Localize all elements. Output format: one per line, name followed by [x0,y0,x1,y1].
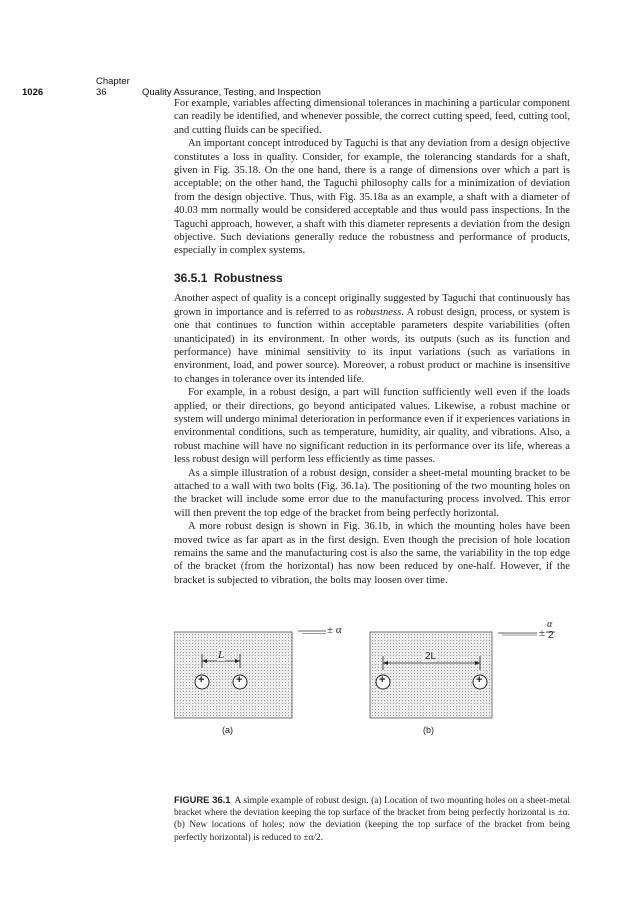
page-number: 1026 [22,87,44,98]
paragraph: An important concept introduced by Taguchi is that any deviation from a design objective constitutes a loss in quality. Consider, for example, the tolerancing standards for a shaft, given in Fig. 35.18. On the one hand, there is a range of dimensions over which a part is acceptable; on the other hand, the Taguchi philosophy calls for a minimization of deviation from the design objective. Thus, with Fig. 35.18a as an example, a shaft with a diameter of 40.03 mm normally would be considered acceptable and thus would pass inspections. In the Taguchi approach, however, a shaft with this diameter represents a deviation from the design objective. Such deviations generally reduce the robustness and performance of products, especially in complex systems. [174,138,570,257]
paragraph: A more robust design is shown in Fig. 36.1b, in which the mounting holes have been moved twice as far apart as in the first design. Even though the precision of hole location remains the same and the manufacturing cost is also the same, the variability in the top edge of the bracket (from the horizontal) has now been reduced by one-half. However, if the bracket is subjected to vibration, the bolts may loosen over time. [174,521,570,586]
figure-drawing [174,616,570,794]
bracket-b [370,632,492,718]
paragraph: For example, in a robust design, a part will function sufficiently well even if the loads applied, or their directions, go beyond anticipated values. Likewise, a robust machine or system will undergo minimal deterioration in performance even if it experiences variations in environmental conditions, such as temperature, humidity, air quality, and vibrations. Also, a robust machine will have no significant reduction in its performance over its life, whereas a less robust design will perform less efficiently as time passes. [174,387,570,466]
dimension-label-a: L [218,649,225,661]
section-title: Robustness [214,270,283,285]
subfigure-label-a: (a) [222,725,233,735]
hole-mark: + [236,674,243,686]
bracket-a [174,632,292,718]
caption-label: FIGURE 36.1 [174,794,231,805]
deviation-label-b-sign: ± [539,627,546,639]
fraction-bar [546,631,555,633]
emphasized-term: robustness [356,306,402,318]
paragraph: As a simple illustration of a robust design, consider a sheet-metal mounting bracket to be attached to a wall with two bolts (Fig. 36.1a). The positioning of the two mounting holes on the bracket will include some error due to the manufacturing process involved. This error will then prevent the top edge of the bracket from being perfectly horizontal. [174,467,570,519]
figure-36-1 [174,616,570,794]
figure-caption [174,794,570,844]
hole-mark: + [198,674,205,686]
dimension-label-b: 2L [425,651,437,662]
running-header [22,76,321,98]
section-heading [174,272,570,285]
deviation-label-b-num: α [547,619,553,630]
deviation-label-a: ± α [327,624,342,636]
caption-text: A simple example of robust design. (a) Location of two mounting holes on a sheet-metal bracket where the deviation keeping the top surface of the bracket from being perfectly horizontal is ±α. (b) New locations of holes; now the deviation (keeping the top surface of the bracket from being perfectly horizontal) is reduced to ±α/2. [174,796,570,843]
section-number: 36.5.1 [174,270,208,285]
hole-mark: + [476,674,483,686]
paragraph: For example, variables affecting dimensional tolerances in machining a particular component can readily be identified, and whenever possible, the correct cutting speed, feed, cutting tool, and cutting fluids can be specified. [174,98,570,136]
chapter-title: Quality Assurance, Testing, and Inspection [142,87,321,98]
chapter-label: Chapter 36 [96,76,130,98]
hole-mark: + [379,674,386,686]
body-text [174,97,570,587]
subfigure-label-b: (b) [423,725,434,735]
deviation-label-b-den: 2 [548,630,554,641]
paragraph-robustness-intro: Another aspect of quality is a concept originally suggested by Taguchi that continuously has grown in importance and is referred to as robustness. A robust design, process, or system is one that continues to function within acceptable parameters despite variabilities (often unanticipated) in its environment. In other words, its outputs (such as its function and performance) have minimal sensitivity to its input variations (such as variations in environment, load, and power source). Moreover, a robust product or machine is insensitive to changes in tolerance over its intended life. [174,293,570,385]
